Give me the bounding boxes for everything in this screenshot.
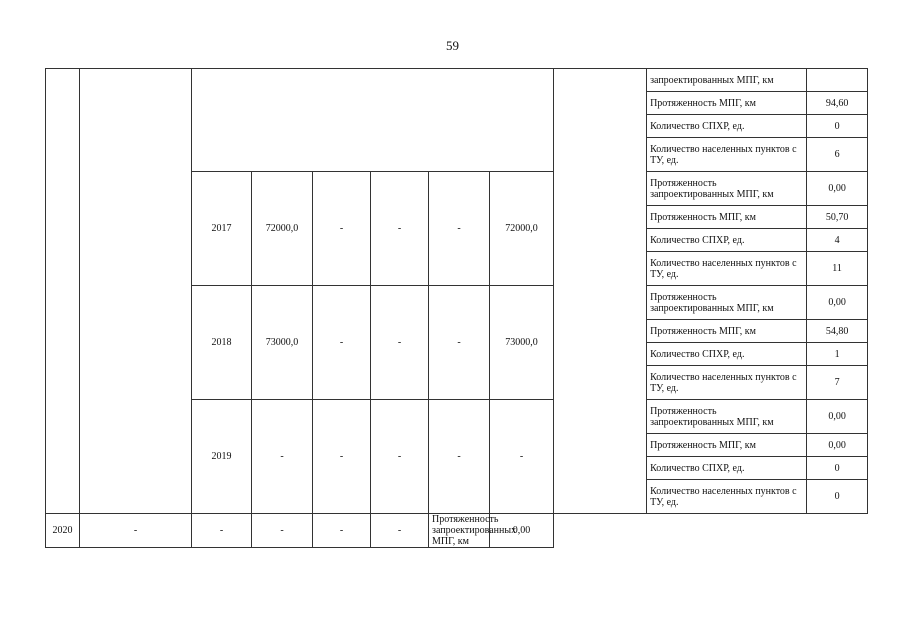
indicator-label: Количество СПХР, ед. [647,115,807,138]
indicator-value: 50,70 [807,206,868,229]
indicator-label: Количество населенных пунктов с ТУ, ед. [647,252,807,286]
indicator-value: 0,00 [490,514,554,548]
indicator-label: Количество СПХР, ед. [647,229,807,252]
indicator-value: 1 [807,343,868,366]
table-row [46,514,868,548]
indicator-value: 7 [807,366,868,400]
indicator-label: Протяженность МПГ, км [647,92,807,115]
indicator-label: Протяженность МПГ, км [647,434,807,457]
indicator-label: Протяженность запроектированных МПГ, км [647,400,807,434]
indicator-value: 54,80 [807,320,868,343]
fund-cell: - [192,514,252,548]
fund-cell: - [429,286,490,400]
fund-cell: - [371,286,429,400]
indicator-value: 4 [807,229,868,252]
indicator-value: 0 [807,115,868,138]
fund-cell: - [371,172,429,286]
empty-continuation-cell [192,69,554,172]
page-number: 59 [446,38,459,53]
fund-cell: 72000,0 [490,172,554,286]
table-row [46,69,868,92]
total-cell: - [80,514,192,548]
year-cell: 2017 [192,172,252,286]
indicator-value [807,69,868,92]
indicator-label: Количество населенных пунктов с ТУ, ед. [647,366,807,400]
indicator-label: Количество СПХР, ед. [647,457,807,480]
executor-cell [554,69,647,514]
indicator-value: 0,00 [807,286,868,320]
indicator-label: запроектированных МПГ, км [647,69,807,92]
indicator-value: 11 [807,252,868,286]
indicator-value: 94,60 [807,92,868,115]
fund-cell: - [252,514,313,548]
fund-cell: - [371,400,429,514]
fund-cell: 73000,0 [490,286,554,400]
indicator-value: 0,00 [807,434,868,457]
number-cell [46,69,80,514]
indicator-value: 6 [807,138,868,172]
fund-cell: - [313,400,371,514]
fund-cell: - [429,400,490,514]
fund-cell: - [490,400,554,514]
fund-cell: - [429,172,490,286]
indicator-value: 0 [807,457,868,480]
indicator-label: Количество населенных пунктов с ТУ, ед. [647,480,807,514]
total-cell: - [252,400,313,514]
fund-cell: - [371,514,429,548]
indicator-value: 0,00 [807,172,868,206]
fund-cell: - [313,172,371,286]
indicator-label: Протяженность МПГ, км [647,206,807,229]
year-cell: 2020 [46,514,80,548]
year-cell: 2019 [192,400,252,514]
program-table [45,68,868,548]
fund-cell: - [313,514,371,548]
indicator-label: Количество СПХР, ед. [647,343,807,366]
fund-cell: - [313,286,371,400]
total-cell: 73000,0 [252,286,313,400]
year-cell: 2018 [192,286,252,400]
total-cell: 72000,0 [252,172,313,286]
indicator-label: Количество населенных пунктов с ТУ, ед. [647,138,807,172]
indicator-value: 0,00 [807,400,868,434]
indicator-label: Протяженность МПГ, км [647,320,807,343]
indicator-label: Протяженность запроектированных МПГ, км [647,172,807,206]
indicator-value: 0 [807,480,868,514]
indicator-label: Протяженность запроектированных МПГ, км [647,286,807,320]
name-cell [80,69,192,514]
indicator-label: Протяженность запроектированных МПГ, км [429,514,490,548]
